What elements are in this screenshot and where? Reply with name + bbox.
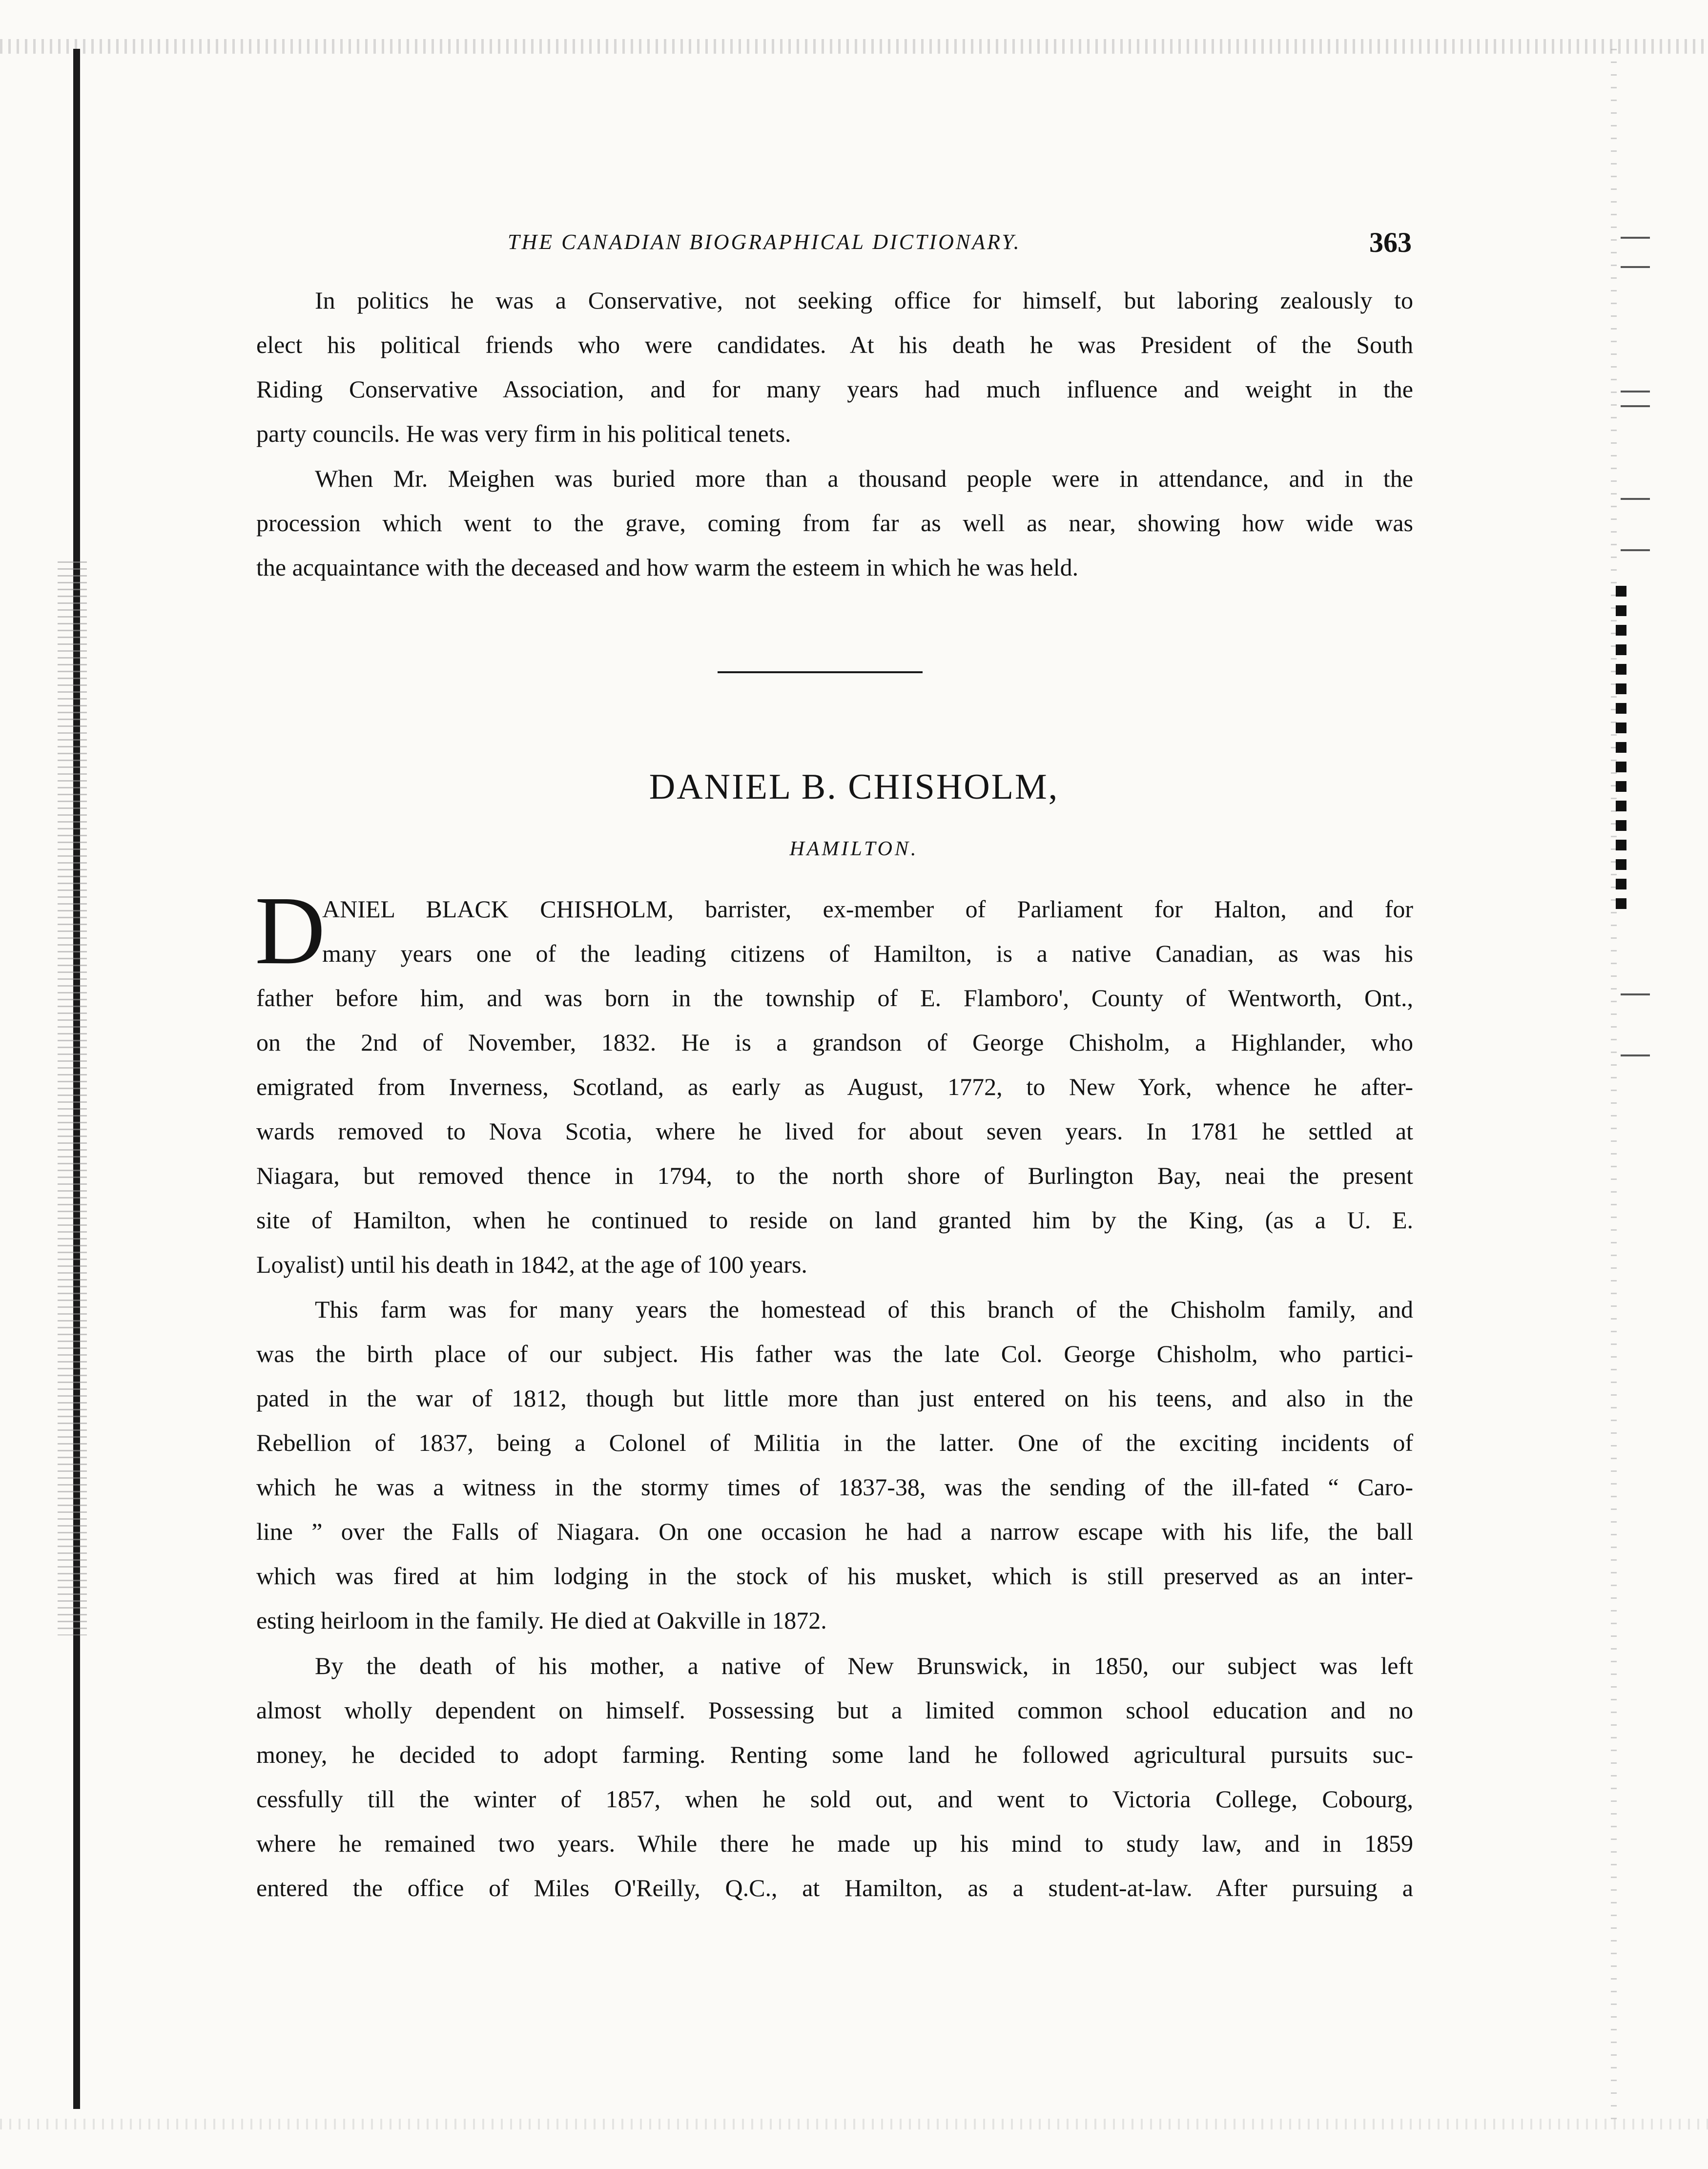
entry-title: DANIEL B. CHISHOLM, <box>649 767 1059 807</box>
text-line: cessfully till the winter of 1857, when he sold out, and went to Victoria College, Cobourg, <box>256 1785 1413 1813</box>
edge-tick <box>1621 1054 1650 1056</box>
text-line: which was fired at him lodging in the stock of his musket, which is still preserved as an inter- <box>256 1562 1413 1590</box>
text-line: which he was a witness in the stormy times of 1837-38, was the sending of the ill-fated “ Caro- <box>256 1473 1413 1501</box>
text-line: entered the office of Miles O'Reilly, Q.C., at Hamilton, as a student-at-law. After pursuing a <box>256 1874 1413 1901</box>
right-edge-marks <box>1616 586 1626 918</box>
drop-cap: D <box>255 877 326 985</box>
text-line: party councils. He was very firm in his political tenets. <box>256 420 791 447</box>
edge-tick <box>1621 498 1650 500</box>
text-line: Loyalist) until his death in 1842, at the age of 100 years. <box>256 1251 807 1278</box>
section-divider <box>718 671 923 673</box>
text-line: When Mr. Meighen was buried more than a thousand people were in attendance, and in the <box>315 465 1413 492</box>
text-line: father before him, and was born in the township of E. Flamboro', County of Wentworth, Ont., <box>256 984 1413 1012</box>
text-line: line ” over the Falls of Niagara. On one occasion he had a narrow escape with his life, the ball <box>256 1518 1413 1545</box>
text-line: many years one of the leading citizens of Hamilton, is a native Canadian, as was his <box>322 940 1413 967</box>
edge-tick <box>1621 237 1650 239</box>
text-line: In politics he was a Conservative, not seeking office for himself, but laboring zealously to <box>315 287 1413 314</box>
text-line: elect his political friends who were candidates. At his death he was President of the South <box>256 331 1413 358</box>
edge-tick <box>1621 405 1650 407</box>
entry-paragraph-2 <box>256 1287 1413 1643</box>
entry-paragraph-3 <box>256 1644 1413 1910</box>
previous-entry-paragraph-2 <box>256 456 1413 590</box>
text-line: was the birth place of our subject. His father was the late Col. George Chisholm, who partici- <box>256 1340 1413 1367</box>
edge-tick <box>1621 993 1650 995</box>
edge-tick <box>1621 549 1650 551</box>
text-line: Rebellion of 1837, being a Colonel of Militia in the latter. One of the exciting incidents of <box>256 1429 1413 1456</box>
text-line: the acquaintance with the deceased and how warm the esteem in which he was held. <box>256 554 1079 581</box>
text-line: procession which went to the grave, coming from far as well as near, showing how wide was <box>256 509 1413 537</box>
previous-entry-paragraph-1 <box>256 278 1413 456</box>
page-number: 363 <box>1369 227 1412 258</box>
edge-tick <box>1621 391 1650 392</box>
entry-paragraph-1 <box>256 976 1413 1287</box>
text-line: This farm was for many years the homestead of this branch of the Chisholm family, and <box>315 1296 1413 1323</box>
binding-speckle <box>58 561 87 1635</box>
entry-place: HAMILTON. <box>789 838 919 860</box>
text-line: site of Hamilton, when he continued to reside on land granted him by the King, (as a U. E. <box>256 1206 1413 1234</box>
text-line: emigrated from Inverness, Scotland, as early as August, 1772, to New York, whence he after- <box>256 1073 1413 1100</box>
text-line: on the 2nd of November, 1832. He is a grandson of George Chisholm, a Highlander, who <box>256 1029 1413 1056</box>
text-line: Riding Conservative Association, and for many years had much influence and weight in the <box>256 375 1413 403</box>
text-line: where he remained two years. While there he made up his mind to study law, and in 1859 <box>256 1830 1413 1857</box>
text-line: By the death of his mother, a native of New Brunswick, in 1850, our subject was left <box>315 1652 1413 1679</box>
running-head: THE CANADIAN BIOGRAPHICAL DICTIONARY. <box>508 230 1021 254</box>
text-line: almost wholly dependent on himself. Possessing but a limited common school education and no <box>256 1696 1413 1724</box>
text-line: money, he decided to adopt farming. Renting some land he followed agricultural pursuits suc- <box>256 1741 1413 1768</box>
text-line: Niagara, but removed thence in 1794, to the north shore of Burlington Bay, neai the present <box>256 1162 1413 1189</box>
text-line: pated in the war of 1812, though but little more than just entered on his teens, and also in the <box>256 1384 1413 1412</box>
scan-bottom-edge-noise <box>0 2119 1708 2129</box>
text-line: ANIEL BLACK CHISHOLM, barrister, ex-member of Parliament for Halton, and for <box>322 895 1413 923</box>
right-edge-speckle <box>1611 49 1617 2124</box>
edge-tick <box>1621 266 1650 268</box>
text-line: esting heirloom in the family. He died at Oakville in 1872. <box>256 1607 827 1634</box>
text-line: wards removed to Nova Scotia, where he lived for about seven years. In 1781 he settled at <box>256 1117 1413 1145</box>
scan-top-edge-noise <box>0 39 1708 54</box>
